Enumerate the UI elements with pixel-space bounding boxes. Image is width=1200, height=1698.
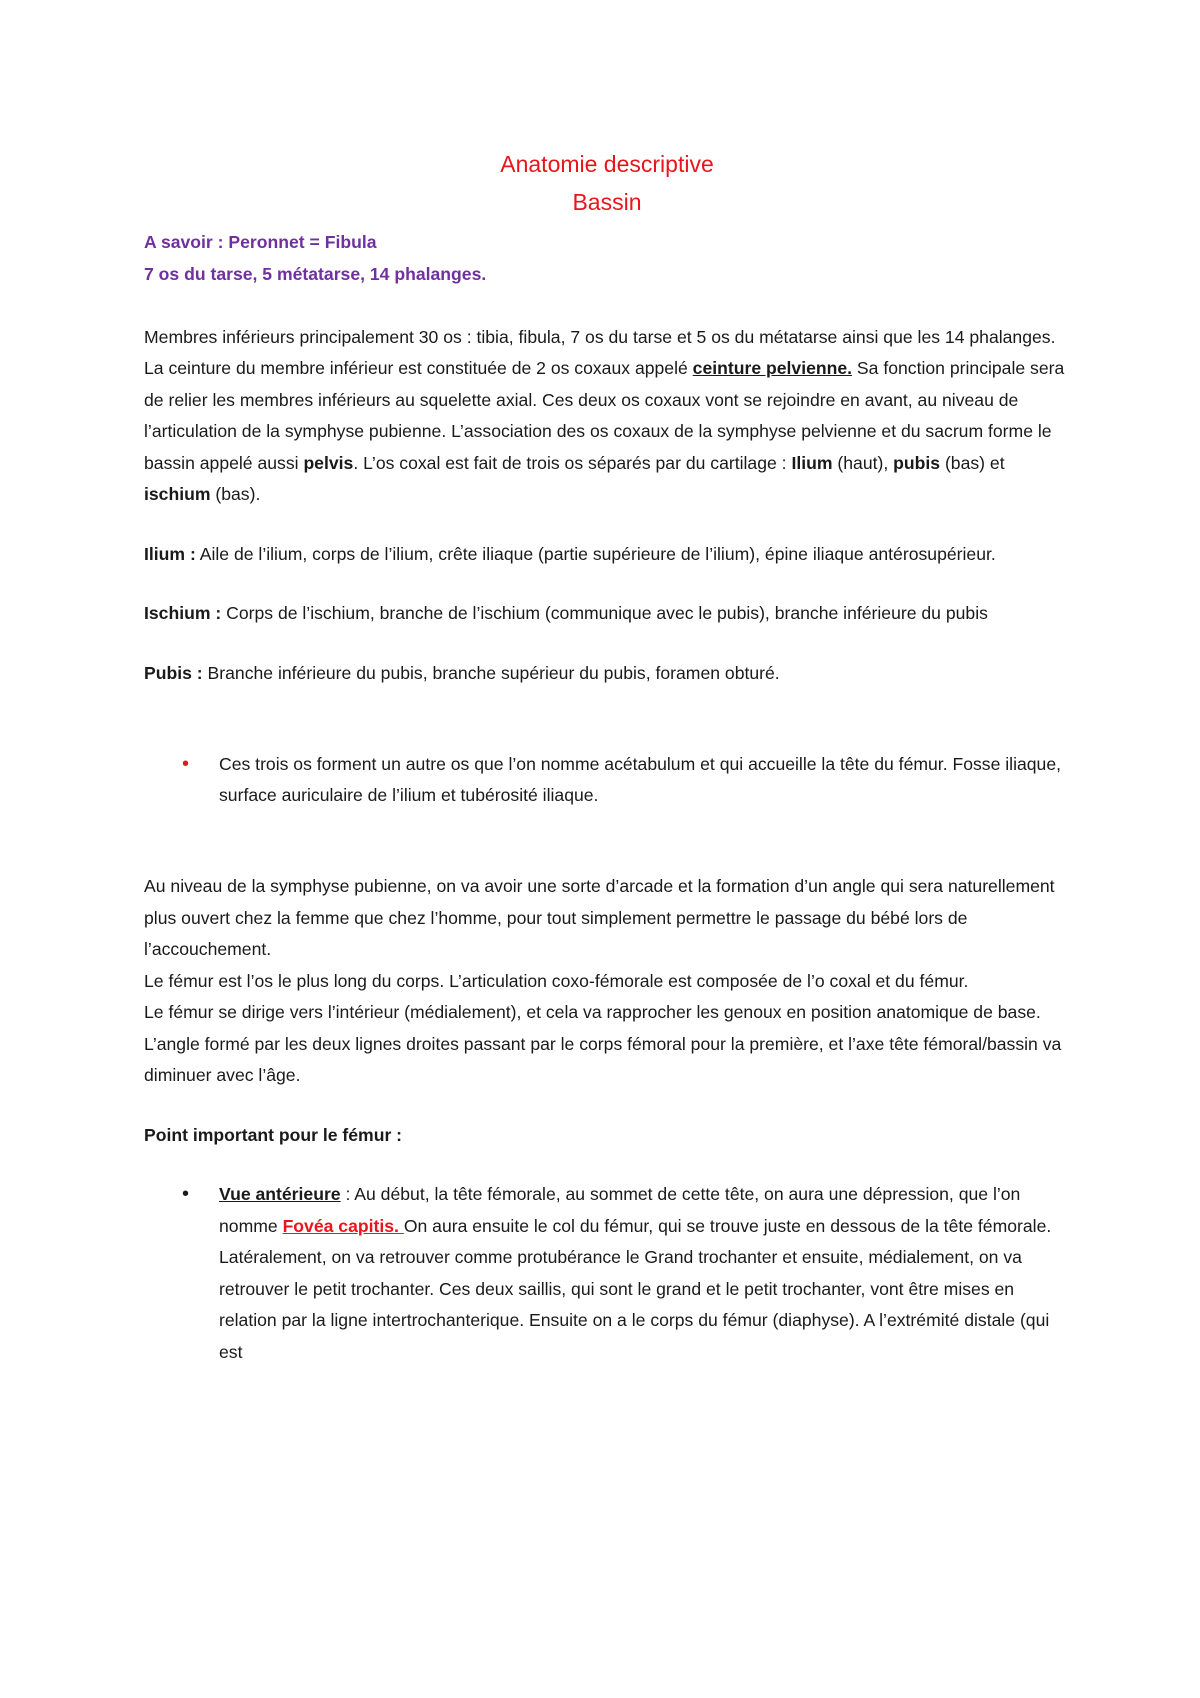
- note-fibula: A savoir : Peronnet = Fibula: [144, 232, 377, 252]
- term-vue-anterieure: Vue antérieure: [219, 1184, 341, 1204]
- label-pubis: Pubis :: [144, 662, 203, 683]
- label-ischium: Ischium :: [144, 603, 222, 623]
- paragraph-ischium: Ischium : Corps de l’ischium, branche de l’ischium (communique avec le pubis), branche inférieure du pubis: [144, 603, 988, 623]
- section-heading-femur: Point important pour le fémur :: [144, 1124, 403, 1145]
- list-item: • Vue antérieure : Au début, la tête fémorale, au sommet de cette tête, on aura une dépression, que l’on nomme Fovéa capitis. On aura ensuite le col du fémur, qui se trouve juste en dessous de la tête fémorale. Latéralement, on va retrouver comme protubérance le Grand trochanter et ensuite, médialement, on va retrouver le petit trochanter. Ces deux saillis, qui sont le grand et le petit trochanter, vont être mises en relation par la ligne intertrochanterique. Ensuite on a le corps du fémur (diaphyse). A l’extrémité distale (qui est: [144, 1179, 1070, 1368]
- note-foot-bones: 7 os du tarse, 5 métatarse, 14 phalanges.: [144, 263, 487, 284]
- bullet-icon: •: [182, 1183, 190, 1205]
- paragraph-pubis: Pubis : Branche inférieure du pubis, branche supérieur du pubis, foramen obturé.: [144, 662, 780, 683]
- document-body: [144, 145, 1070, 1368]
- paragraph-ilium: Ilium : Aile de l’ilium, corps de l’ilium, crête iliaque (partie supérieure de l’ilium), épine iliaque antérosupérieur.: [144, 543, 996, 564]
- term-ceinture-pelvienne: ceinture pelvienne.: [692, 358, 853, 378]
- bullet-icon: •: [182, 752, 190, 775]
- document-title: Anatomie descriptive: [500, 151, 714, 177]
- bullet-list-femur: [144, 1179, 1070, 1368]
- paragraph-femur-length: Le fémur est l’os le plus long du corps. L’articulation coxo-fémorale est composée de l’o coxal et du fémur.: [144, 970, 969, 991]
- paragraph-symphysis: Au niveau de la symphyse pubienne, on va avoir une sorte d’arcade et la formation d’un angle qui sera naturellement plus ouvert chez la femme que chez l’homme, pour tout simplement permettre le passage du bébé lors de l’accouchement.: [144, 876, 1055, 959]
- paragraph-femur-direction: Le fémur se dirige vers l’intérieur (médialement), et cela va rapprocher les genoux en position anatomique de base.: [144, 1002, 1041, 1022]
- term-fovea-capitis: Fovéa capitis.: [282, 1215, 404, 1236]
- paragraph-pelvic-girdle: La ceinture du membre inférieur est constituée de 2 os coxaux appelé ceinture pelvienne. Sa fonction principale sera de relier les membres inférieurs au squelette axial. Ces deux os coxaux vont se rejoindre en avant, au niveau de l’articulation de la symphyse pubienne. L’association des os coxaux de la symphyse pelvienne et du sacrum forme le bassin appelé aussi pelvis. L’os coxal est fait de trois os séparés par du cartilage : Ilium (haut), pubis (bas) et ischium (bas).: [144, 358, 1065, 504]
- list-item: • Ces trois os forment un autre os que l’on nomme acétabulum et qui accueille la tête du fémur. Fosse iliaque, surface auriculaire de l’ilium et tubérosité iliaque.: [144, 749, 1070, 812]
- paragraph-femur-angle: L’angle formé par les deux lignes droites passant par le corps fémoral pour la première, et l’axe tête fémoral/bassin va diminuer avec l’âge.: [144, 1033, 1062, 1085]
- bullet-list-acetabulum: [144, 749, 1070, 812]
- label-ilium: Ilium :: [144, 543, 196, 564]
- document-subtitle: Bassin: [572, 189, 642, 215]
- paragraph-lower-limbs: Membres inférieurs principalement 30 os : tibia, fibula, 7 os du tarse et 5 os du métatarse ainsi que les 14 phalanges.: [144, 326, 1056, 347]
